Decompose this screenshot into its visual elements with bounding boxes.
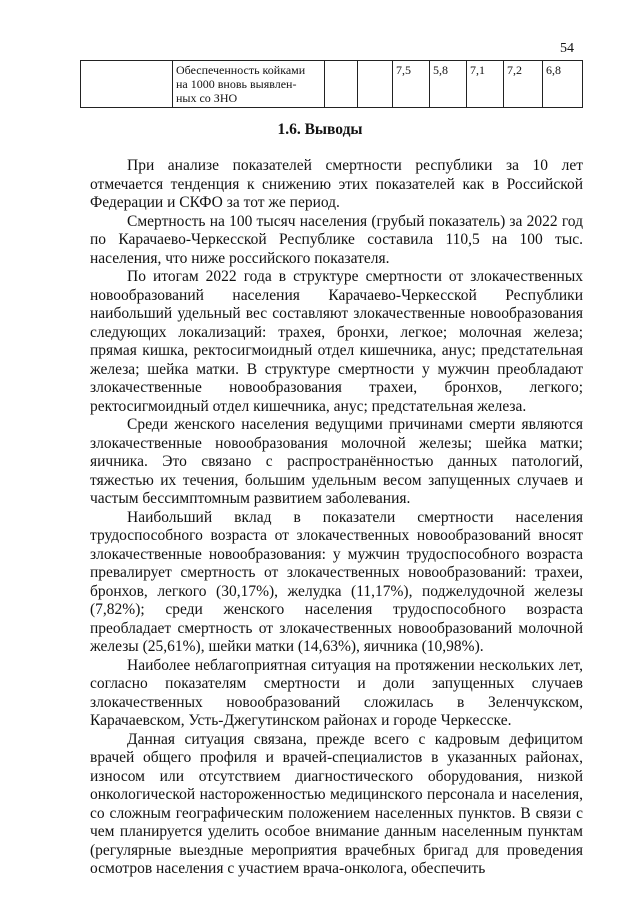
section-title: 1.6. Выводы bbox=[277, 121, 363, 138]
body-text bbox=[90, 157, 583, 879]
paragraph: Наибольший вклад в показатели смертности населения трудоспособного возраста от злокачественных новообразований вносят злокачественные новообразования: у мужчин трудоспособного возраста превалирует смертность от злокачественных новообразований: трахеи, бронхов, легкого (30,17%), желудка (11,17%), поджелудочной железы (7,82%); среди женского населения трудоспособного возраста преобладает смертность от злокачественных новообразований молочной железы (25,61%), шейки матки (14,63%), яичника (10,98%). bbox=[90, 508, 583, 655]
table-row bbox=[81, 61, 583, 108]
table-cell-empty bbox=[81, 61, 173, 108]
table-cell-value: 7,2 bbox=[504, 61, 543, 108]
table-cell-indicator: Обеспеченность койками на 1000 вновь выявлен- ных со ЗНО bbox=[173, 61, 325, 108]
page-number: 54 bbox=[560, 41, 574, 56]
table-cell-value: 7,1 bbox=[467, 61, 504, 108]
paragraph: Данная ситуация связана, прежде всего с кадровым дефицитом врачей общего профиля и врачей-специалистов в указанных районах, износом или отсутствием диагностического оборудования, низкой онкологической настороженностью медицинского персонала и населения, со сложным географическим положением населенных пунктов. В связи с чем планируется уделить особое внимание данным населенным пунктам (регулярные выездные мероприятия врачебных бригад для проведения осмотров населения с участием врача-онколога, обеспечить bbox=[90, 730, 583, 877]
table-cell-value bbox=[325, 61, 358, 108]
paragraph: Смертность на 100 тысяч населения (грубый показатель) за 2022 год по Карачаево-Черкесской Республике составила 110,5 на 100 тыс. населения, что ниже российского показателя. bbox=[90, 212, 583, 267]
paragraph: При анализе показателей смертности республики за 10 лет отмечается тенденция к снижению этих показателей как в Российской Федерации и СКФО за тот же период. bbox=[90, 157, 583, 211]
paragraph: По итогам 2022 года в структуре смертности от злокачественных новообразований населения Карачаево-Черкесской Республики наибольший удельный вес составляют злокачественные новообразования следующих локализаций: трахея, бронхи, легкое; молочная железа; прямая кишка, ректосигмоидный отдел кишечника, анус; предстательная железа; шейка матки. В структуре смертности у мужчин преобладают злокачественные новообразования трахеи, бронхов, легкого; ректосигмоидный отдел кишечника, анус; предстательная железа. bbox=[90, 268, 583, 415]
table-cell-value: 6,8 bbox=[543, 61, 583, 108]
table-cell-value: 5,8 bbox=[430, 61, 467, 108]
paragraph: Наиболее неблагоприятная ситуация на протяжении нескольких лет, согласно показателям смертности и доли запущенных случаев злокачественных новообразований сложилась в Зеленчукском, Карачаевском, Усть-Джегутинском районах и городе Черкесске. bbox=[90, 656, 583, 729]
table-cell-value: 7,5 bbox=[393, 61, 430, 108]
paragraph: Среди женского населения ведущими причинами смерти являются злокачественные новообразования молочной железы; шейка матки; яичника. Это связано с распространённостью данных патологий, тяжестью их течения, большим удельным весом запущенных случаев и частым бессимптомным развитием заболевания. bbox=[90, 416, 583, 507]
indicator-table bbox=[80, 60, 583, 108]
table-cell-value bbox=[358, 61, 393, 108]
